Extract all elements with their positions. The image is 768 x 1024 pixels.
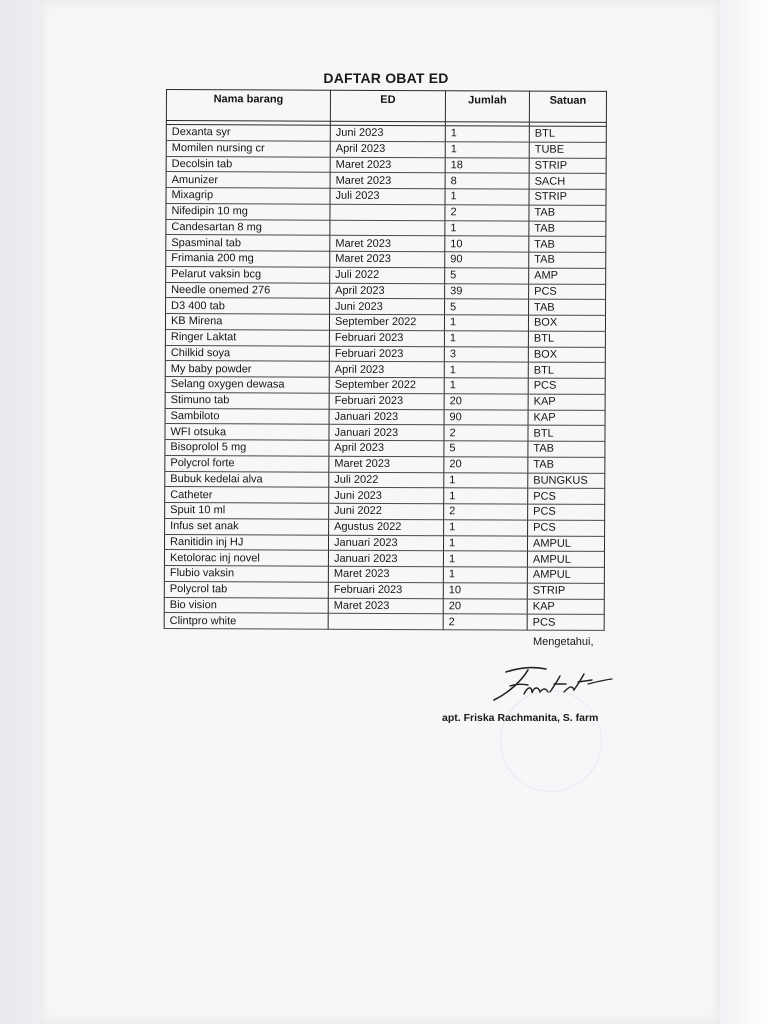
cell-nama: Momilen nursing cr	[166, 140, 330, 156]
cell-nama: Clintpro white	[164, 613, 328, 629]
cell-satuan: TAB	[528, 441, 605, 457]
cell-nama: Decolsin tab	[166, 156, 330, 172]
cell-ed: Agustus 2022	[329, 519, 444, 535]
cell-satuan: BOX	[528, 347, 605, 363]
cell-ed: Juni 2023	[330, 125, 445, 141]
cell-nama: Ringer Laktat	[165, 329, 329, 345]
approval-label: Mengetahui,	[533, 636, 594, 648]
cell-nama: Selang oxygen dewasa	[165, 376, 329, 392]
cell-jumlah: 1	[444, 519, 528, 535]
cell-nama: Pelarut vaksin bcg	[166, 266, 330, 282]
cell-ed: Juni 2022	[329, 503, 444, 519]
table-row	[165, 314, 605, 332]
cell-jumlah: 10	[445, 236, 529, 252]
table-row	[165, 424, 605, 442]
table-row	[165, 408, 605, 426]
faint-stamp-mark	[500, 690, 602, 792]
cell-satuan: AMPUL	[527, 551, 604, 567]
cell-satuan: PCS	[527, 614, 604, 630]
scan-left-margin	[0, 0, 40, 1024]
cell-satuan: BOX	[528, 315, 605, 331]
cell-jumlah: 1	[443, 551, 527, 567]
cell-jumlah: 1	[444, 378, 528, 394]
document-title: DAFTAR OBAT ED	[323, 70, 449, 86]
table-row	[166, 125, 606, 143]
cell-satuan: AMP	[529, 268, 606, 284]
cell-satuan: PCS	[528, 488, 605, 504]
table-row	[165, 518, 605, 536]
cell-jumlah: 5	[445, 299, 529, 315]
cell-ed: Maret 2023	[330, 235, 445, 251]
cell-ed: Juli 2022	[330, 267, 445, 283]
cell-satuan: PCS	[528, 504, 605, 520]
cell-jumlah: 90	[444, 409, 528, 425]
cell-ed: Februari 2023	[328, 582, 443, 598]
cell-satuan: PCS	[529, 284, 606, 300]
cell-jumlah: 1	[443, 535, 527, 551]
cell-satuan: TAB	[529, 221, 606, 237]
table-row	[165, 392, 605, 410]
cell-satuan: KAP	[528, 394, 605, 410]
cell-jumlah: 1	[445, 126, 529, 142]
cell-satuan: KAP	[527, 599, 604, 615]
cell-nama: Ranitidin inj HJ	[164, 534, 328, 550]
cell-satuan: PCS	[528, 378, 605, 394]
table-row	[166, 188, 606, 206]
table-row	[165, 455, 605, 473]
cell-satuan: STRIP	[527, 583, 604, 599]
cell-ed: Januari 2023	[328, 550, 443, 566]
cell-jumlah: 2	[444, 425, 528, 441]
cell-ed: April 2023	[330, 141, 445, 157]
cell-satuan: AMPUL	[527, 536, 604, 552]
table-row	[164, 581, 604, 599]
cell-ed: Januari 2023	[329, 424, 444, 440]
cell-satuan: TAB	[529, 299, 606, 315]
cell-nama: Candesartan 8 mg	[166, 219, 330, 235]
cell-ed: Maret 2023	[330, 172, 445, 188]
table-row	[164, 550, 604, 568]
table-row	[164, 565, 604, 583]
cell-jumlah: 10	[443, 582, 527, 598]
cell-nama: Spuit 10 ml	[165, 502, 329, 518]
cell-jumlah: 2	[445, 204, 529, 220]
cell-nama: Ketolorac inj novel	[164, 550, 328, 566]
cell-jumlah: 5	[444, 441, 528, 457]
cell-ed: April 2023	[330, 283, 445, 299]
cell-jumlah: 39	[445, 283, 529, 299]
cell-nama: WFI otsuka	[165, 424, 329, 440]
cell-satuan: TAB	[529, 236, 606, 252]
cell-satuan: AMPUL	[527, 567, 604, 583]
cell-satuan: STRIP	[529, 158, 606, 174]
table-row	[166, 251, 606, 269]
cell-ed: April 2023	[329, 440, 444, 456]
column-header-ed: ED	[330, 90, 445, 122]
cell-ed: Juni 2023	[329, 487, 444, 503]
table-row	[166, 298, 606, 316]
cell-jumlah: 1	[443, 567, 527, 583]
cell-jumlah: 1	[445, 141, 529, 157]
cell-nama: Nifedipin 10 mg	[166, 203, 330, 219]
cell-ed: Maret 2023	[329, 456, 444, 472]
cell-nama: KB Mirena	[165, 314, 329, 330]
cell-nama: Chilkid soya	[165, 345, 329, 361]
cell-satuan: TAB	[529, 205, 606, 221]
table-row	[166, 172, 606, 190]
table-row	[164, 613, 604, 631]
cell-satuan: SACH	[529, 173, 606, 189]
cell-nama: D3 400 tab	[166, 298, 330, 314]
table-row	[166, 203, 606, 221]
table-row	[165, 361, 605, 379]
table-row	[166, 266, 606, 284]
table-row	[165, 376, 605, 394]
cell-jumlah: 2	[443, 614, 527, 630]
scan-right-margin	[720, 0, 768, 1024]
table-row	[165, 487, 605, 505]
cell-nama: Needle onemed 276	[166, 282, 330, 298]
cell-jumlah: 1	[444, 315, 528, 331]
cell-ed: Januari 2023	[328, 535, 443, 551]
cell-jumlah: 90	[445, 252, 529, 268]
cell-ed: Juli 2023	[330, 188, 445, 204]
cell-ed: Februari 2023	[329, 393, 444, 409]
cell-jumlah: 3	[444, 346, 528, 362]
cell-jumlah: 1	[444, 472, 528, 488]
cell-jumlah: 1	[444, 362, 528, 378]
cell-ed	[330, 220, 445, 236]
cell-nama: Dexanta syr	[166, 125, 330, 141]
cell-ed: Juni 2023	[330, 298, 445, 314]
table-row	[165, 471, 605, 489]
cell-jumlah: 1	[445, 220, 529, 236]
cell-satuan: BTL	[528, 362, 605, 378]
cell-nama: Bio vision	[164, 597, 328, 613]
cell-jumlah: 20	[443, 598, 527, 614]
cell-nama: Bubuk kedelai alva	[165, 471, 329, 487]
cell-satuan: KAP	[528, 410, 605, 426]
cell-nama: Sambiloto	[165, 408, 329, 424]
cell-jumlah: 8	[445, 173, 529, 189]
cell-nama: Polycrol tab	[164, 581, 328, 597]
cell-jumlah: 1	[444, 330, 528, 346]
cell-jumlah: 1	[444, 488, 528, 504]
cell-nama: Amunizer	[166, 172, 330, 188]
cell-ed: Februari 2023	[329, 330, 444, 346]
cell-ed: Maret 2023	[328, 566, 443, 582]
cell-ed: Maret 2023	[330, 157, 445, 173]
table-row	[164, 534, 604, 552]
cell-ed: Maret 2023	[330, 251, 445, 267]
cell-jumlah: 1	[445, 189, 529, 205]
cell-satuan: PCS	[528, 520, 605, 536]
signer-name: apt. Friska Rachmanita, S. farm	[442, 712, 599, 724]
cell-nama: Catheter	[165, 487, 329, 503]
column-header-jumlah: Jumlah	[445, 91, 529, 122]
table-row	[165, 502, 605, 520]
cell-nama: Mixagrip	[166, 188, 330, 204]
cell-ed: Juli 2022	[329, 472, 444, 488]
cell-ed: Maret 2023	[328, 598, 443, 614]
cell-satuan: BTL	[528, 425, 605, 441]
column-header-satuan: Satuan	[529, 91, 606, 122]
cell-ed: September 2022	[329, 377, 444, 393]
cell-nama: Bisoprolol 5 mg	[165, 439, 329, 455]
cell-ed: April 2023	[329, 361, 444, 377]
medicine-expiry-table	[164, 89, 607, 631]
cell-satuan: STRIP	[529, 189, 606, 205]
cell-ed	[328, 613, 443, 629]
cell-satuan: BTL	[529, 126, 606, 142]
table-row	[165, 329, 605, 347]
cell-nama: Flubio vaksin	[164, 565, 328, 581]
cell-jumlah: 18	[445, 157, 529, 173]
cell-satuan: TAB	[528, 457, 605, 473]
cell-jumlah: 2	[444, 504, 528, 520]
table-row	[166, 219, 606, 237]
cell-nama: My baby powder	[165, 361, 329, 377]
cell-satuan: BUNGKUS	[528, 473, 605, 489]
cell-satuan: TUBE	[529, 142, 606, 158]
cell-ed: Februari 2023	[329, 346, 444, 362]
cell-ed: Januari 2023	[329, 409, 444, 425]
table-row	[164, 597, 604, 615]
cell-ed	[330, 204, 445, 220]
cell-nama: Frimania 200 mg	[166, 251, 330, 267]
cell-ed: September 2022	[329, 314, 444, 330]
cell-nama: Spasminal tab	[166, 235, 330, 251]
cell-satuan: BTL	[528, 331, 605, 347]
cell-jumlah: 5	[445, 267, 529, 283]
cell-jumlah: 20	[444, 393, 528, 409]
table-row	[166, 282, 606, 300]
table-row	[166, 235, 606, 253]
cell-nama: Polycrol forte	[165, 455, 329, 471]
cell-satuan: TAB	[529, 252, 606, 268]
cell-nama: Stimuno tab	[165, 392, 329, 408]
cell-jumlah: 20	[444, 456, 528, 472]
cell-nama: Infus set anak	[165, 518, 329, 534]
table-row	[165, 439, 605, 457]
table-row	[165, 345, 605, 363]
table-header-row	[166, 90, 606, 123]
table-row	[166, 156, 606, 174]
table-row	[166, 140, 606, 158]
column-header-nama-barang: Nama barang	[166, 90, 330, 122]
